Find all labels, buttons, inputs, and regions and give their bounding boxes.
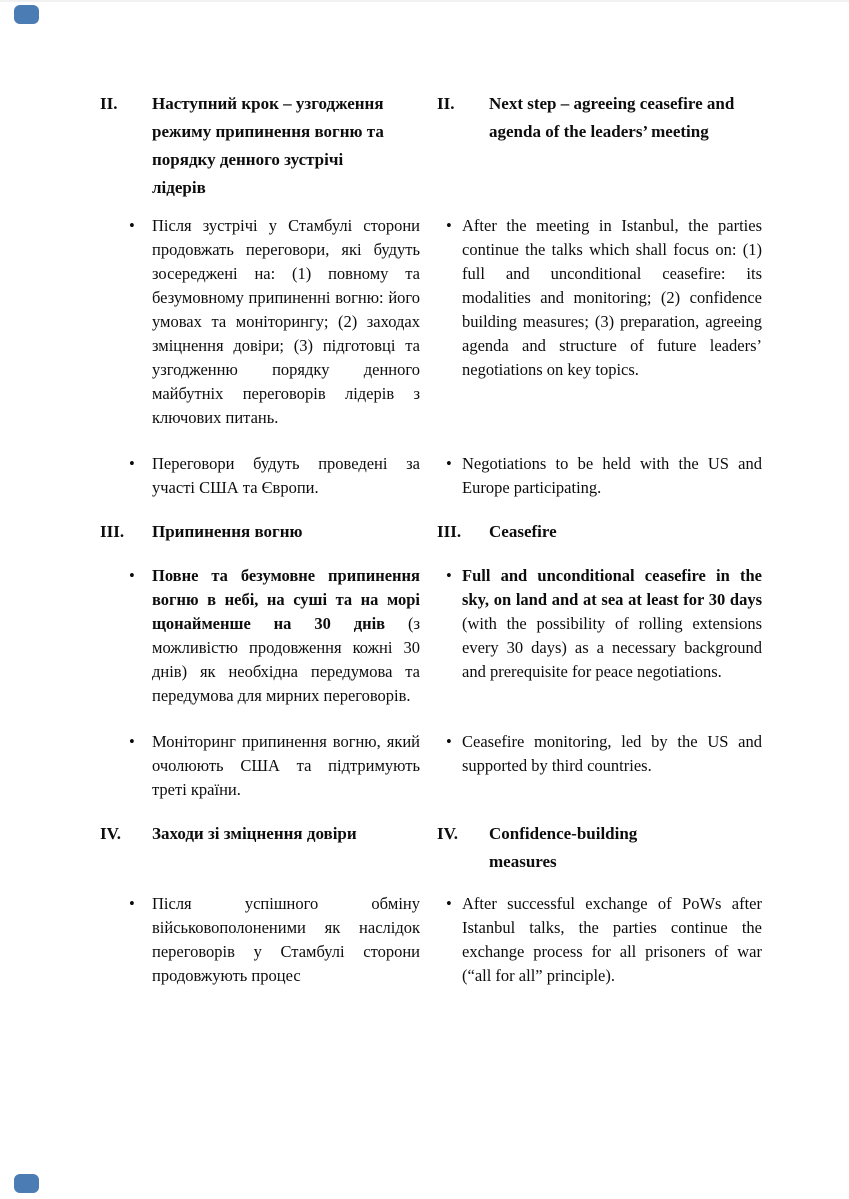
bullet-icon: • (446, 216, 452, 235)
bullet-text-uk: Після успішного обміну військовополоненими як наслідок переговорів у Стамбулі сторони продовжують процес (152, 894, 420, 985)
bullet-row (100, 564, 849, 708)
bullet-text-uk: Після зустрічі у Стамбулі сторони продовжать переговори, які будуть зосереджені на: (1) повному та безумовному припиненні вогню: його умовах та моніторингу; (2) заходах зміцнення довіри; (3) підготовці та узгодженню порядку денного майбутніх переговорів лідерів з ключових питань. (152, 216, 420, 427)
section-iv-heading-en: Confidence-building measures (489, 824, 638, 871)
section-iii-heading-en: Ceasefire (489, 522, 557, 541)
section-iv-numeral-uk: IV. (100, 824, 121, 843)
section-ii-heading-uk: Наступний крок – узгодження режиму припинення вогню та порядку денного зустрічі лідерів (152, 94, 384, 197)
bullet-text-uk-bold: Повне та безумовне припинення вогню в небі, на суші та на морі щонайменше на 30 днів (152, 566, 420, 633)
bullet-text-en-rest: (with the possibility of rolling extensions every 30 days) as a necessary background and prerequisite for peace negotiations. (462, 614, 762, 681)
bullet-text-uk: Моніторинг припинення вогню, який очолюють США та підтримують треті країни. (152, 732, 420, 799)
section-iv-numeral-en: IV. (437, 824, 458, 843)
section-iv-heading-uk: Заходи зі зміцнення довіри (152, 824, 357, 843)
bullet-icon: • (129, 216, 135, 235)
section-iii-numeral-uk: III. (100, 522, 125, 541)
section-iii-heading-uk: Припинення вогню (152, 522, 303, 541)
bullet-icon: • (129, 454, 135, 473)
bullet-icon: • (129, 566, 135, 585)
section-iii-numeral-en: III. (437, 522, 462, 541)
bullet-text-uk: Переговори будуть проведені за участі США та Європи. (152, 454, 420, 497)
bullet-row (100, 892, 849, 988)
bullet-icon: • (129, 732, 135, 751)
bullet-text-uk (152, 564, 420, 708)
section-ii-heading-row (100, 90, 849, 202)
bullet-row (100, 452, 849, 500)
section-ii-numeral-en: II. (437, 94, 455, 113)
bullet-text-en: Negotiations to be held with the US and Europe participating. (462, 454, 762, 497)
bullet-text-en: Ceasefire monitoring, led by the US and supported by third countries. (462, 732, 762, 775)
section-iii-heading-row (100, 518, 849, 546)
bullet-icon: • (129, 894, 135, 913)
bullet-text-uk-rest: (з можливістю продовження кожні 30 днів) як необхідна передумова та передумова для мирних переговорів. (152, 614, 421, 705)
bullet-row (100, 730, 849, 802)
bullet-icon: • (446, 732, 452, 751)
bullet-row (100, 214, 849, 430)
bullet-icon: • (446, 454, 452, 473)
bullet-text-en: After successful exchange of PoWs after Istanbul talks, the parties continue the exchange process for all prisoners of war (“all for all” principle). (462, 894, 762, 985)
bullet-text-en-bold: Full and unconditional ceasefire in the sky, on land and at sea at least for 30 days (462, 566, 762, 609)
bullet-icon: • (446, 894, 452, 913)
section-iv-heading-row (100, 820, 849, 876)
bullet-text-en (462, 564, 762, 684)
bullet-icon: • (446, 566, 452, 585)
section-ii-numeral-uk: II. (100, 94, 118, 113)
section-ii-heading-en: Next step – agreeing ceasefire and agenda of the leaders’ meeting (489, 94, 735, 141)
bullet-text-en: After the meeting in Istanbul, the parties continue the talks which shall focus on: (1) full and unconditional ceasefire: its modalities and monitoring; (2) confidence building measures; (3) preparation, agreeing agenda and structure of future leaders’ negotiations on key topics. (462, 216, 762, 379)
